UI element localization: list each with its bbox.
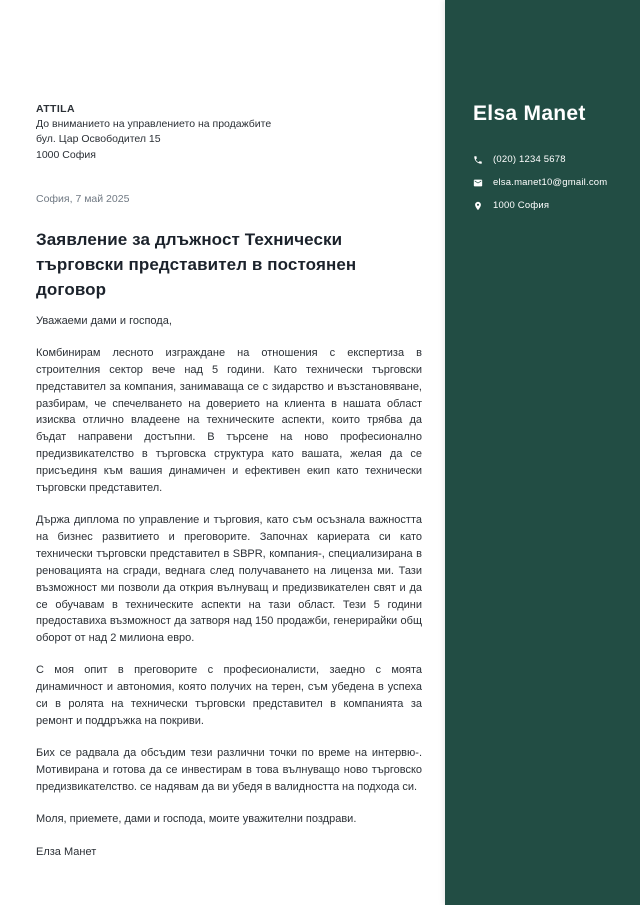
salutation: Уважаеми дами и господа, [36, 314, 172, 327]
contact-sidebar [445, 0, 640, 905]
dateline: София, 7 май 2025 [36, 192, 130, 205]
recipient-line: бул. Цар Освободител 15 [36, 133, 161, 146]
email-value: elsa.manet10@gmail.com [493, 177, 608, 188]
applicant-name: Elsa Manet [473, 102, 586, 125]
phone-icon [473, 155, 483, 165]
email-icon [473, 178, 483, 188]
letter-paragraph: Комбинирам лесното изграждане на отношения с експертиза в строителния сектор вече над 5 години. Като технически търговски представител за компания, занимаваща се с зидарство и възстановяване, разбирам, че спечелването на доверието на клиента в нашата област изисква отлично владеене на техническите аспекти, които трябва да бъдат направени достъпни. В търсене на ново професионално предизвикателство в търговска структура като вашата, желая да се присъединя към вашия динамичен и ефективен екип като технически търговски представител. [36, 346, 422, 495]
letter-subject: Заявление за длъжност Технически търговски представител в постоянен договор [36, 229, 357, 299]
letter-paragraph: С моя опит в преговорите с професионалисти, заедно с моята динамичност и автономия, която получих на терен, съм убедена в успеха си в ролята на технически търговски представител в компанията за ремонт и поддръжка на покриви. [36, 664, 422, 727]
location-icon [473, 201, 483, 211]
letter-paragraph: Бих се радвала да обсъдим тези различни точки по време на интервю-. Мотивирана и готова да се инвестирам в това вълнуващо ново търговско предизвикателство. се надявам да ви убедя в валидността на подхода си. [36, 746, 422, 793]
location-value: 1000 София [493, 200, 550, 211]
contact-row-phone [473, 154, 622, 165]
recipient-line: 1000 София [36, 148, 96, 161]
recipient-line: До вниманието на управлението на продажбите [36, 118, 272, 131]
signature: Елза Манет [36, 845, 97, 858]
contact-list [473, 154, 622, 211]
contact-row-email [473, 177, 622, 188]
letter-body [36, 0, 422, 861]
letter-paragraph: Държа диплома по управление и търговия, като съм осъзнала важността на бизнес развитието и преговорите. Започнах кариерата си като технически търговски представител в SBPR, компания-, специализирана в реновацията на сгради, веднага след получаването на лиценза ми. Тази възможност ми позволи да открия вълнуващ и предизвикателен свят и да се обучавам в техническите аспекти на тази област. Тези 5 години предоставиха възможност да затворя над 150 продажби, генерирайки общ оборот от над 2 милиона евро. [36, 513, 422, 645]
recipient-company: ATTILA [36, 103, 75, 115]
contact-row-location [473, 200, 622, 211]
closing-line: Моля, приемете, дами и господа, моите уважителни поздрави. [36, 812, 357, 825]
phone-value: (020) 1234 5678 [493, 154, 566, 165]
recipient-block [36, 102, 422, 163]
